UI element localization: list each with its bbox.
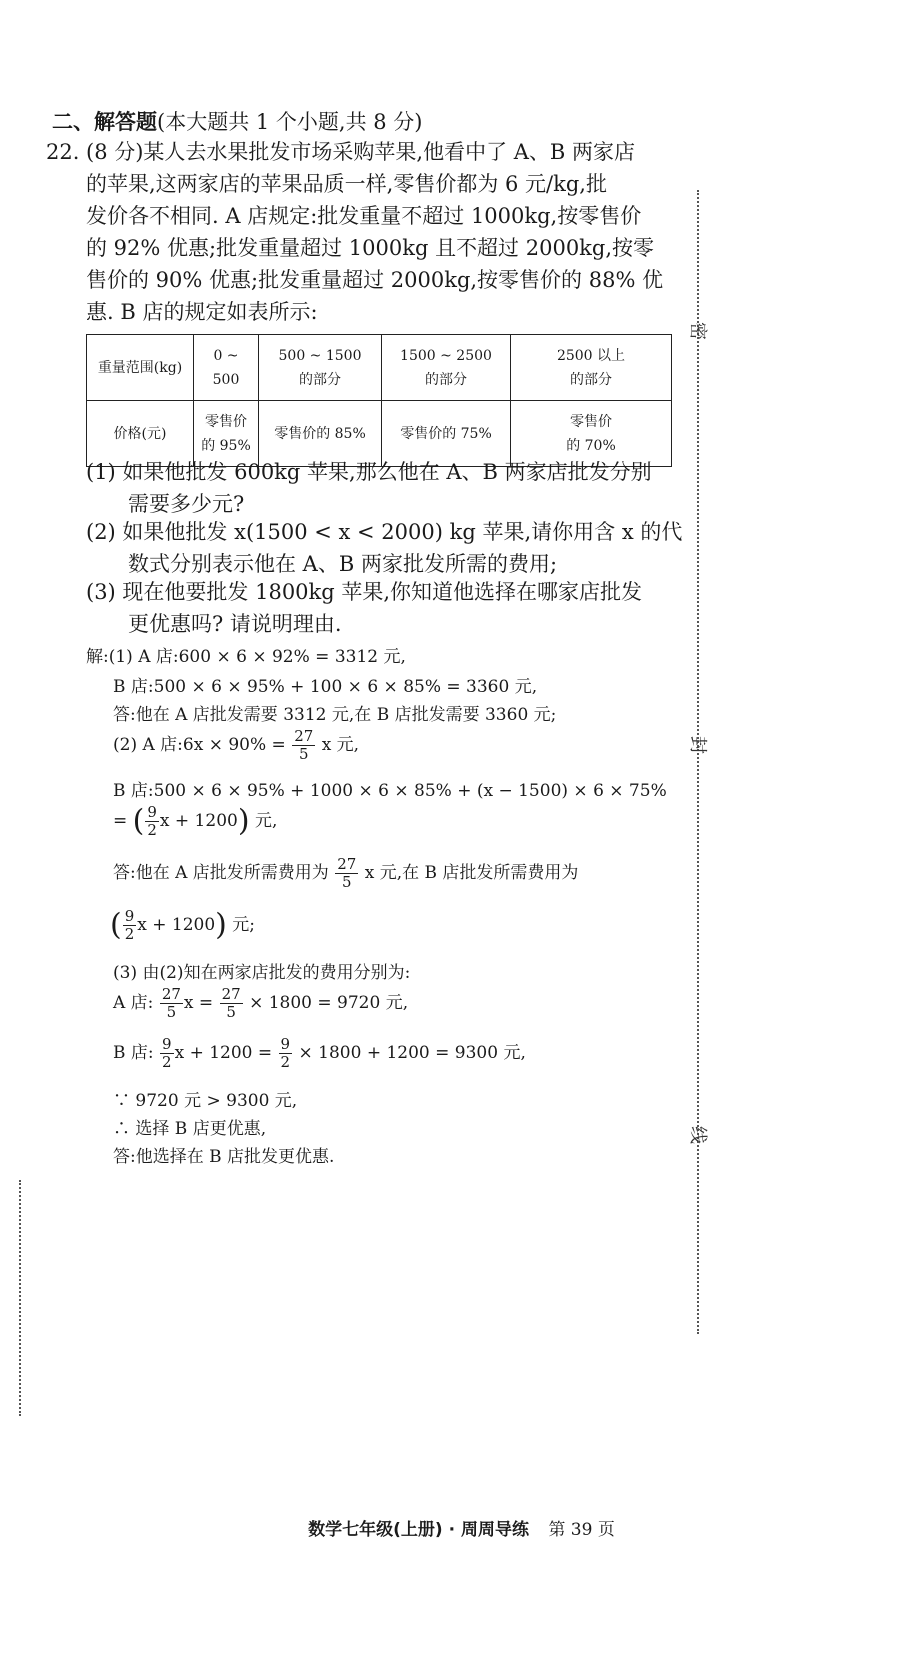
table-cell: 0 ~ 500 [194,335,259,401]
problem-line: (8 分)某人去水果批发市场采购苹果,他看中了 A、B 两家店 [86,140,636,164]
section-title-rest: (本大题共 1 个小题,共 8 分) [157,110,423,134]
solution-line: B 店: $\frac{9}{2}$ x + 1200 = $\frac{9}{2}$ × 1800 + 1200 = 9300 元, [113,1035,526,1071]
binding-dotted-line [697,190,699,1334]
table-row [87,335,672,401]
solution-line: ( $\frac{9}{2}$ x + 1200) 元; [110,907,256,943]
problem-number: 22. [46,140,80,164]
fraction: $\frac{27}{5}$ [337,855,357,891]
section-title-bold: 二、解答题 [52,110,157,134]
problem-line: 发价各不相同. A 店规定:批发重量不超过 1000kg,按零售价 [86,204,642,228]
section-title [52,106,422,136]
solution-line: (2) A 店:6x × 90% = $\frac{27}{5}$ x 元, [113,727,360,763]
fraction: $\frac{27}{5}$ [294,727,314,763]
fraction: $\frac{27}{5}$ [221,985,241,1021]
footer-page-number: 第 39 页 [548,1520,615,1540]
fraction: $\frac{27}{5}$ [161,985,181,1021]
problem-line: 的苹果,这两家店的苹果品质一样,零售价都为 6 元/kg,批 [86,172,607,196]
solution-line: B 店:500 × 6 × 95% + 100 × 6 × 85% = 3360 元, [113,677,538,697]
table-cell: 零售价的 85% [259,401,382,467]
table-cell: 零售价 的 95% [194,401,259,467]
fraction: $\frac{9}{2}$ [162,1035,172,1071]
table-cell: 1500 ~ 2500 的部分 [382,335,511,401]
price-table [86,334,672,467]
problem-line: 的 92% 优惠;批发重量超过 1000kg 且不超过 2000kg,按零 [86,236,655,260]
table-cell: 零售价 的 70% [511,401,672,467]
question-line: 需要多少元? [128,492,245,516]
solution-line: 答:他在 A 店批发所需费用为 $\frac{27}{5}$ x 元,在 B 店批发所需费用为 [113,855,579,891]
solution-line: = ( $\frac{9}{2}$ x + 1200) 元, [113,803,278,839]
question-line: (3) 现在他要批发 1800kg 苹果,你知道他选择在哪家店批发 [86,580,643,604]
solution-line: 答:他选择在 B 店批发更优惠. [113,1147,335,1167]
solution-line: 答:他在 A 店批发需要 3312 元,在 B 店批发需要 3360 元; [113,705,557,725]
solution-line: ∵ 9720 元 > 9300 元, [113,1091,298,1111]
table-cell: 价格(元) [87,401,194,467]
table-cell: 2500 以上 的部分 [511,335,672,401]
table-cell: 零售价的 75% [382,401,511,467]
left-margin-dotted-line [19,1180,21,1416]
problem-line: 售价的 90% 优惠;批发重量超过 2000kg,按零售价的 88% 优 [86,268,664,292]
footer-book-title: 数学七年级(上册) · 周周导练 [308,1520,529,1540]
question-3 [86,576,642,640]
problem-line: 惠. B 店的规定如表所示: [86,300,318,324]
table-cell: 重量范围(kg) [87,335,194,401]
table-cell: 500 ~ 1500 的部分 [259,335,382,401]
seal-mark-top: 密 [687,322,708,340]
question-2 [86,516,682,580]
solution-line: ∴ 选择 B 店更优惠, [113,1119,267,1139]
question-line: 数式分别表示他在 A、B 两家批发所需的费用; [128,552,558,576]
question-1 [86,456,652,520]
solution-line: A 店: $\frac{27}{5}$ x = $\frac{27}{5}$ × 1800 = 9720 元, [113,985,409,1021]
page-footer [0,1515,923,1540]
fraction: $\frac{9}{2}$ [280,1035,291,1071]
question-line: (2) 如果他批发 x(1500 < x < 2000) kg 苹果,请你用含 x 的代 [86,520,683,544]
fraction: $\frac{9}{2}$ [124,907,135,943]
question-line: 更优惠吗? 请说明理由. [128,612,342,636]
seal-mark-bottom: 线 [687,1126,708,1144]
solution-line: 解:(1) A 店:600 × 6 × 92% = 3312 元, [86,647,406,667]
fraction: $\frac{9}{2}$ [147,803,157,839]
seal-mark-middle: 封 [687,736,708,754]
question-line: (1) 如果他批发 600kg 苹果,那么他在 A、B 两家店批发分别 [86,460,652,484]
solution-line: B 店:500 × 6 × 95% + 1000 × 6 × 85% + (x − 1500) × 6 × 75% [113,781,667,801]
solution-line: (3) 由(2)知在两家店批发的费用分别为: [113,963,411,983]
